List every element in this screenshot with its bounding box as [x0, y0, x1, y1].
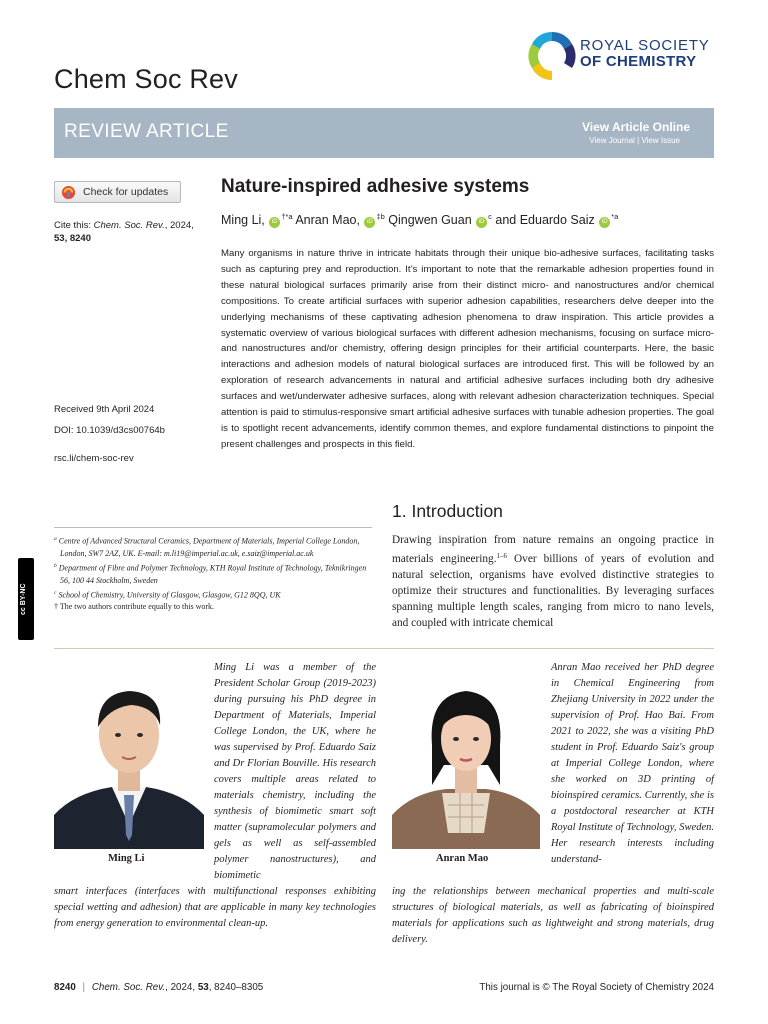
orcid-icon[interactable]: iD	[599, 217, 610, 228]
affiliation-mark: †	[54, 602, 58, 612]
check-updates-icon	[61, 185, 76, 200]
section-heading-introduction: 1. Introduction	[392, 501, 503, 521]
reference-marker[interactable]: 1–6	[496, 552, 508, 560]
footer-volume: 53	[197, 982, 209, 993]
orcid-icon[interactable]: iD	[269, 217, 280, 228]
biography-text-continued: ing the relationships between mechanical properties and multi-scale structures of biological materials, as well as fabricating of bioinspired materials for applications such as lightweight and strong materials, drug delivery.	[392, 886, 714, 945]
author-name[interactable]: and Eduardo Saiz	[495, 213, 595, 227]
affiliations	[54, 533, 374, 614]
photo-caption: Ming Li	[108, 853, 145, 864]
cite-journal: Chem. Soc. Rev.	[93, 220, 165, 231]
check-for-updates-button[interactable]	[54, 181, 181, 203]
check-for-updates-label: Check for updates	[83, 186, 169, 198]
affiliation-item	[54, 560, 374, 587]
publisher-logo[interactable]	[528, 28, 718, 84]
view-article-online-link[interactable]: View Article Online	[581, 120, 690, 134]
affiliation-item	[54, 587, 374, 602]
cite-prefix: Cite this:	[54, 220, 94, 231]
footnote-text: The two authors contribute equally to this work.	[59, 602, 215, 612]
intro-text-part: Drawing inspiration from nature remains an ongoing practice in materials engineering.	[392, 534, 714, 565]
affiliation-text: School of Chemistry, University of Glasgow, Glasgow, G12 8QQ, UK	[58, 590, 281, 600]
journal-link[interactable]: rsc.li/chem-soc-rev	[54, 453, 134, 464]
footer-separator: |	[82, 982, 86, 993]
view-journal-issue-links[interactable]: View Journal | View Issue	[589, 136, 680, 145]
article-type-label: REVIEW ARTICLE	[64, 121, 229, 142]
orcid-icon[interactable]: iD	[476, 217, 487, 228]
article-type-banner	[54, 108, 714, 158]
biography-text-continued: smart interfaces (interfaces with multifunctional responses exhibiting special wetting and adhesion) that are applicable in many key technologies from energy generation to environmental clean-up.	[54, 886, 376, 929]
author-marks: *a	[611, 212, 619, 221]
biography-divider	[54, 648, 714, 649]
affiliation-text: Department of Fibre and Polymer Technology, KTH Royal Institute of Technology, Teknikringen 56, 100 44 Stockholm, Sweden	[58, 563, 367, 585]
cite-year: , 2024,	[164, 220, 194, 231]
biography-text: Anran Mao received her PhD degree in Chemical Engineering from Zhejiang University in 2022 under the supervision of Prof. Hao Bai. From 2021 to 2022, she was a visiting PhD student in Prof. Eduardo Saiz's group at Imperial College London, where she worked on 3D printing of bioinspired ceramics. Currently, she is a postdoctoral researcher at KTH Royal Institute of Technology, Sweden. Her research interests including understand-	[551, 662, 714, 865]
author-name[interactable]: Qingwen Guan	[388, 213, 472, 227]
introduction-text	[392, 532, 714, 631]
affiliation-text: Centre of Advanced Structural Ceramics, Department of Materials, Imperial College London, London, SW7 2AZ, UK. E-mail: m.li19@imperial.ac.uk, e.saiz@imperial.ac.uk	[58, 536, 360, 558]
biography-text: Ming Li was a member of the President Scholar Group (2019-2023) during pursuing his PhD degree in Department of Materials, Imperial College London, the UK, where he was supervised by Prof. Eduardo Saiz and Dr Florian Bouville. His research covers multiple areas related to materials chemistry, including the synthesis of biomimetic smart soft matter (supramolecular polymers and gels as well as self-assembled polymer nanostructures), and biomimetic	[214, 662, 376, 881]
citation	[54, 219, 214, 245]
orcid-icon[interactable]: iD	[364, 217, 375, 228]
author-marks: c	[488, 212, 492, 221]
page-number: 8240	[54, 982, 76, 993]
author-photo-ming-li	[54, 665, 204, 849]
footer-journal: Chem. Soc. Rev.	[91, 982, 166, 993]
intro-text-part: Over billions of years of evolution and natural selection, organisms have evolved distinctive strategies to optimize their structures and functionalities. By leveraging surfaces spanning multiple length scales, ranging from micro to nano levels, and coupled with intricate chemical	[392, 553, 714, 629]
creative-commons-license-icon[interactable]	[18, 558, 34, 640]
author-photo-anran-mao	[392, 665, 540, 849]
author-marks: †*a	[281, 212, 293, 221]
doi[interactable]: DOI: 10.1039/d3cs00764b	[54, 425, 165, 436]
license-label: cc BY-NC	[20, 583, 27, 615]
page-footer-citation	[54, 982, 263, 993]
copyright-notice: This journal is © The Royal Society of Chemistry 2024	[479, 982, 714, 993]
publisher-name-line2: OF CHEMISTRY	[580, 53, 697, 70]
article-title: Nature-inspired adhesive systems	[221, 176, 530, 197]
received-date: Received 9th April 2024	[54, 404, 155, 415]
footer-pages: , 8240–8305	[208, 982, 264, 993]
author-name[interactable]: Anran Mao,	[295, 213, 360, 227]
author-marks: ‡b	[376, 212, 385, 221]
journal-title: Chem Soc Rev	[54, 64, 238, 94]
affiliation-item	[54, 533, 374, 560]
affiliation-divider	[54, 527, 372, 528]
cite-volume-pages: 53, 8240	[54, 233, 91, 244]
abstract: Many organisms in nature thrive in intricate habitats through their unique bio-adhesive surfaces, facilitating tasks such as capturing prey and reproduction. It’s important to note that the remarkable adhesion properties found in these natural biological surfaces primarily arise from their distinct micro- and nanostructures and/or chemical compositions. To create artificial surfaces with superior adhesion capabilities, researchers delve deeper into the underlying mechanisms of these captivating adhesion phenomena to draw inspiration. This article provides a systematic overview of various biological surfaces with different adhesion mechanisms, focusing on surface micro- and nanostructures and/or chemistry, offering design principles for their artificial counterparts. Here, the basic interactions and adhesion models of natural biological surfaces are introduced first. This will be followed by an exploration of research advancements in natural and artificial adhesive surfaces including both dry adhesive surfaces and wet/underwater adhesive surfaces, along with relevant adhesion characterization techniques. Special attention is paid to stimulus-responsive smart artificial adhesive surfaces with tunable adhesion properties. The goal is to spotlight recent advancements, identify common themes, and explore fundamental distinctions to pinpoint the present challenges and prospects in this field.	[221, 248, 714, 450]
affiliation-mark: a	[54, 536, 57, 542]
affiliation-mark: c	[54, 589, 57, 596]
rsc-mark-icon	[528, 28, 576, 84]
affiliation-item	[54, 601, 374, 613]
author-list	[221, 212, 618, 228]
affiliation-mark: b	[54, 562, 57, 569]
footer-year: , 2024,	[165, 982, 198, 993]
publisher-name-line1: ROYAL SOCIETY	[580, 37, 710, 54]
author-name[interactable]: Ming Li,	[221, 213, 265, 227]
photo-caption: Anran Mao	[436, 853, 489, 864]
